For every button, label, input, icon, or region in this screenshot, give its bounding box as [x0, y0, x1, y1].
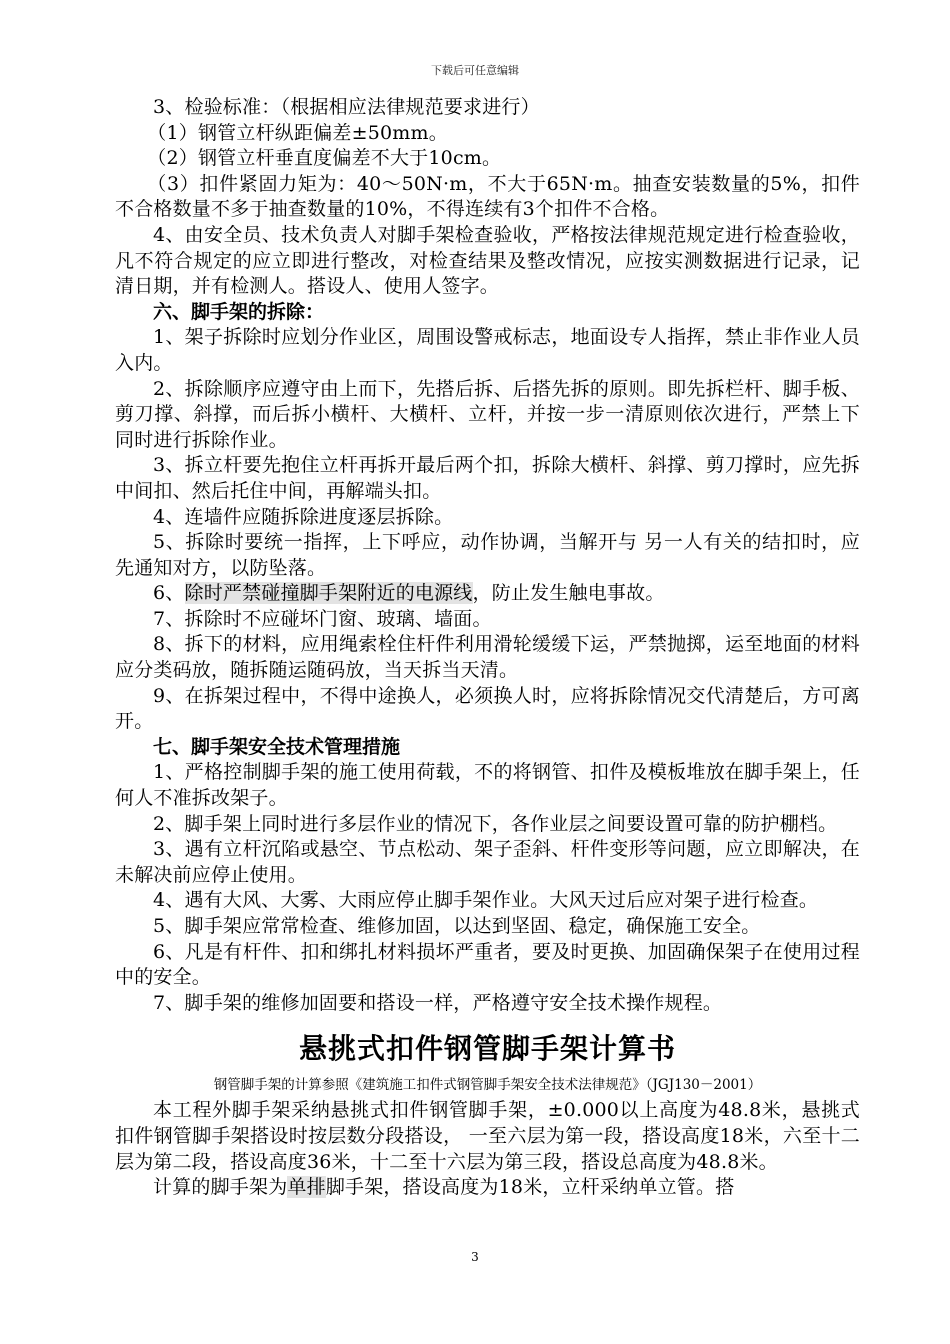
section-heading-safety: 七、脚手架安全技术管理措施 [153, 735, 401, 758]
dismantle-item-8: 8、拆下的材料，应用绳索栓住杆件利用滑轮缓缓下运，严禁抛掷，运至地面的材料应分类码放，随拆随运随码放，当天拆当天清。 [115, 633, 860, 682]
dismantle-item-9: 9、在拆架过程中，不得中途换人，必须换人时，应将拆除情况交代清楚后，方可离开。 [115, 684, 860, 733]
inspection-sub-2: （2）钢管立杆垂直度偏差不大于10cm。 [147, 147, 502, 170]
dismantle-item-6-prefix: 6、 [153, 582, 185, 605]
safety-item-7: 7、脚手架的维修加固要和搭设一样，严格遵守安全技术操作规程。 [153, 991, 723, 1014]
document-title: 悬挑式扣件钢管脚手架计算书 [298, 1032, 676, 1066]
calc-paragraph-2-prefix: 计算的脚手架为 [153, 1176, 288, 1199]
acceptance-paragraph: 4、由安全员、技术负责人对脚手架检查验收，严格按法律规范规定进行检查验收，凡不符合规定的应立即进行整改，对检查结果及整改情况，应按实测数据进行记录，记清日期，并有检测人。搭设人、使用人签字。 [115, 223, 860, 298]
safety-item-3: 3、遇有立杆沉陷或悬空、节点松动、架子歪斜、杆件变形等问题，应立即解决，在未解决前应停止使用。 [115, 838, 860, 886]
dismantle-item-6 [115, 581, 860, 607]
safety-item-5: 5、脚手架应常常检查、维修加固，以达到坚固、稳定，确保施工安全。 [153, 915, 761, 937]
calc-paragraph-1: 本工程外脚手架采纳悬挑式扣件钢管脚手架，±0.000以上高度为48.8米，悬挑式扣件钢管脚手架搭设时按层数分段搭设， 一至六层为第一段，搭设高度18米，六至十二层为第二段，搭设高度36米，十二至十六层为第三段，搭设总高度为48.8米。 [115, 1099, 860, 1173]
dismantle-item-3: 3、拆立杆要先抱住立杆再拆开最后两个扣，拆除大横杆、斜撑、剪刀撑时，应先拆中间扣、然后托住中间，再解端头扣。 [115, 454, 860, 502]
calc-paragraph-2 [115, 1175, 860, 1201]
dismantle-item-6-suffix: ，防止发生触电事故。 [472, 582, 665, 605]
safety-item-6: 6、凡是有杆件、扣和绑扎材料损坏严重者，要及时更换、加固确保架子在使用过程中的安全。 [115, 940, 860, 989]
inspection-sub-1: （1）钢管立杆纵距偏差±50mm。 [147, 121, 448, 144]
safety-item-4: 4、遇有大风、大雾、大雨应停止脚手架作业。大风天过后应对架子进行检查。 [153, 889, 819, 912]
dismantle-item-1: 1、架子拆除时应划分作业区，周围设警戒标志，地面设专人指挥，禁止非作业人员入内。 [115, 326, 860, 374]
section-heading-dismantling: 六、脚手架的拆除： [153, 300, 325, 323]
safety-item-1: 1、严格控制脚手架的施工使用荷载，不的将钢管、扣件及模板堆放在脚手架上，任何人不准拆改架子。 [115, 761, 860, 810]
reference-note: 钢管脚手架的计算参照《建筑施工扣件式钢管脚手架安全技术法律规范》（JGJ130－2001） [213, 1077, 762, 1094]
dismantle-item-4: 4、连墙件应随拆除进度逐层拆除。 [153, 505, 454, 528]
inspection-standard: 3、检验标准：（根据相应法律规范要求进行） [153, 96, 540, 118]
document-body [115, 95, 860, 1201]
page-number: 3 [471, 1250, 479, 1264]
calc-paragraph-2-suffix: 脚手架，搭设高度为18米，立杆采纳单立管。搭 [325, 1176, 735, 1199]
highlighted-word: 单排 [287, 1176, 326, 1199]
highlighted-text: 除时严禁碰撞脚手架附近的电源线 [184, 582, 473, 605]
inspection-sub-3: （3）扣件紧固力矩为：40～50N·m，不大于65N·m。抽查安装数量的5%，扣件不合格数量不多于抽查数量的10%，不得连续有3个扣件不合格。 [115, 172, 860, 221]
page-header: 下载后可任意编辑 [431, 64, 519, 77]
dismantle-item-7: 7、拆除时不应碰坏门窗、玻璃、墙面。 [153, 607, 492, 630]
safety-item-2: 2、脚手架上同时进行多层作业的情况下，各作业层之间要设置可靠的防护棚档。 [153, 812, 838, 835]
dismantle-item-2: 2、拆除顺序应遵守由上而下，先搭后拆、后搭先拆的原则。即先拆栏杆、脚手板、剪刀撑、斜撑，而后拆小横杆、大横杆、立杆，并按一步一清原则依次进行，严禁上下同时进行拆除作业。 [115, 377, 860, 451]
dismantle-item-5: 5、拆除时要统一指挥，上下呼应，动作协调，当解开与 另一人有关的结扣时，应先通知对方，以防坠落。 [115, 531, 860, 579]
